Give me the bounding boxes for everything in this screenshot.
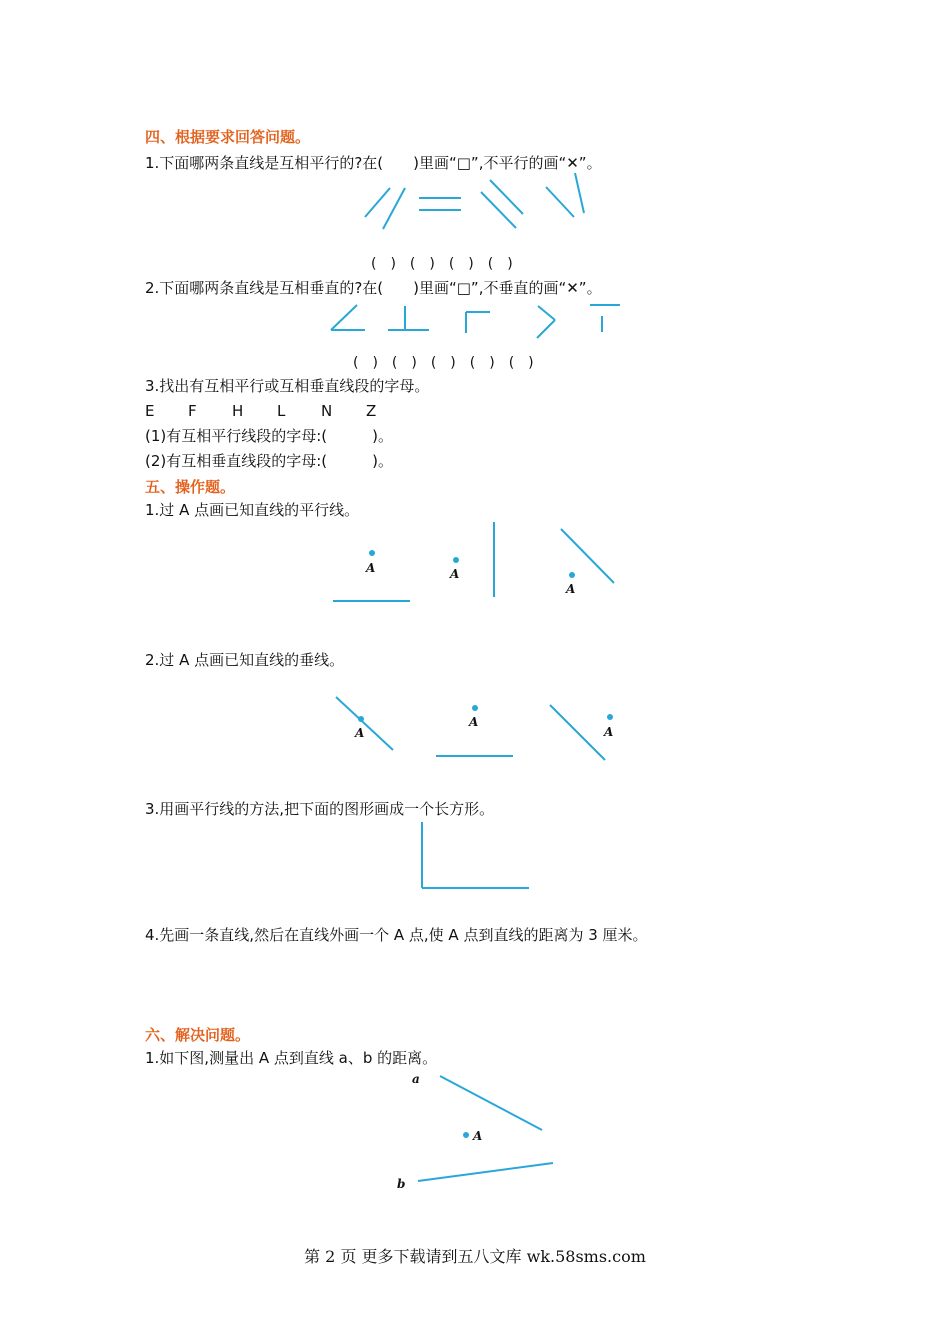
section6-title: 六、解决问题。 — [145, 1026, 251, 1044]
letter-h: H — [232, 402, 244, 420]
letter-e: E — [145, 402, 155, 420]
question-4-3-1: (1)有互相平行线段的字母:( )。 — [145, 427, 394, 445]
question-4-3: 3.找出有互相平行或互相垂直线段的字母。 — [145, 377, 430, 395]
parallel-pair-4 — [546, 173, 584, 217]
angle-figure-5 — [590, 305, 620, 332]
angle-figure-4 — [537, 306, 555, 338]
question-4-3-2: (2)有互相垂直线段的字母:( )。 — [145, 452, 394, 470]
line-a-label: a — [412, 1072, 420, 1086]
letter-l: L — [277, 402, 286, 420]
point-a-label: A — [450, 567, 460, 581]
distance-figure — [397, 1072, 553, 1191]
parallel-task-2 — [449, 522, 494, 597]
question-5-2: 2.过 A 点画已知直线的垂线。 — [145, 651, 345, 669]
parallel-task-3 — [561, 529, 614, 596]
page-footer: 第 2 页 更多下载请到五八文库 wk.58sms.com — [304, 1247, 646, 1266]
point-a-label: A — [473, 1129, 483, 1143]
letter-n: N — [321, 402, 333, 420]
line-b-label: b — [397, 1177, 406, 1191]
section4-title: 四、根据要求回答问题。 — [145, 128, 311, 146]
question-5-4: 4.先画一条直线,然后在直线外画一个 A 点,使 A 点到直线的距离为 3 厘米。 — [145, 926, 648, 944]
angle-figure-3 — [466, 312, 490, 333]
rectangle-corner-figure — [422, 822, 529, 888]
point-a-label: A — [355, 726, 365, 740]
point-a-label: A — [366, 561, 376, 575]
letter-z: Z — [366, 402, 377, 420]
section5-title: 五、操作题。 — [145, 478, 236, 496]
perpendicular-task-2 — [436, 705, 513, 756]
parallel-pair-3 — [481, 180, 523, 228]
answer-parens-4-1[interactable]: ( ) ( ) ( ) ( ) — [371, 256, 513, 272]
question-6-1: 1.如下图,测量出 A 点到直线 a、b 的距离。 — [145, 1049, 438, 1067]
point-a-label: A — [566, 582, 576, 596]
answer-parens-4-2[interactable]: ( ) ( ) ( ) ( ) ( ) — [353, 355, 534, 371]
question-5-1: 1.过 A 点画已知直线的平行线。 — [145, 501, 360, 519]
parallel-pair-1 — [365, 188, 405, 229]
perpendicular-task-3 — [550, 705, 613, 760]
angle-figure-2 — [388, 306, 429, 330]
question-4-2: 2.下面哪两条直线是互相垂直的?在( )里画“□”,不垂直的画“✕”。 — [145, 279, 602, 297]
point-a-label: A — [604, 725, 614, 739]
question-5-3: 3.用画平行线的方法,把下面的图形画成一个长方形。 — [145, 800, 495, 818]
letter-f: F — [188, 402, 197, 420]
parallel-pair-2 — [419, 198, 461, 210]
question-4-1: 1.下面哪两条直线是互相平行的?在( )里画“□”,不平行的画“✕”。 — [145, 154, 602, 172]
parallel-task-1 — [333, 550, 410, 601]
point-a-label: A — [469, 715, 479, 729]
perpendicular-task-1 — [336, 697, 393, 750]
angle-figure-1 — [331, 305, 365, 330]
